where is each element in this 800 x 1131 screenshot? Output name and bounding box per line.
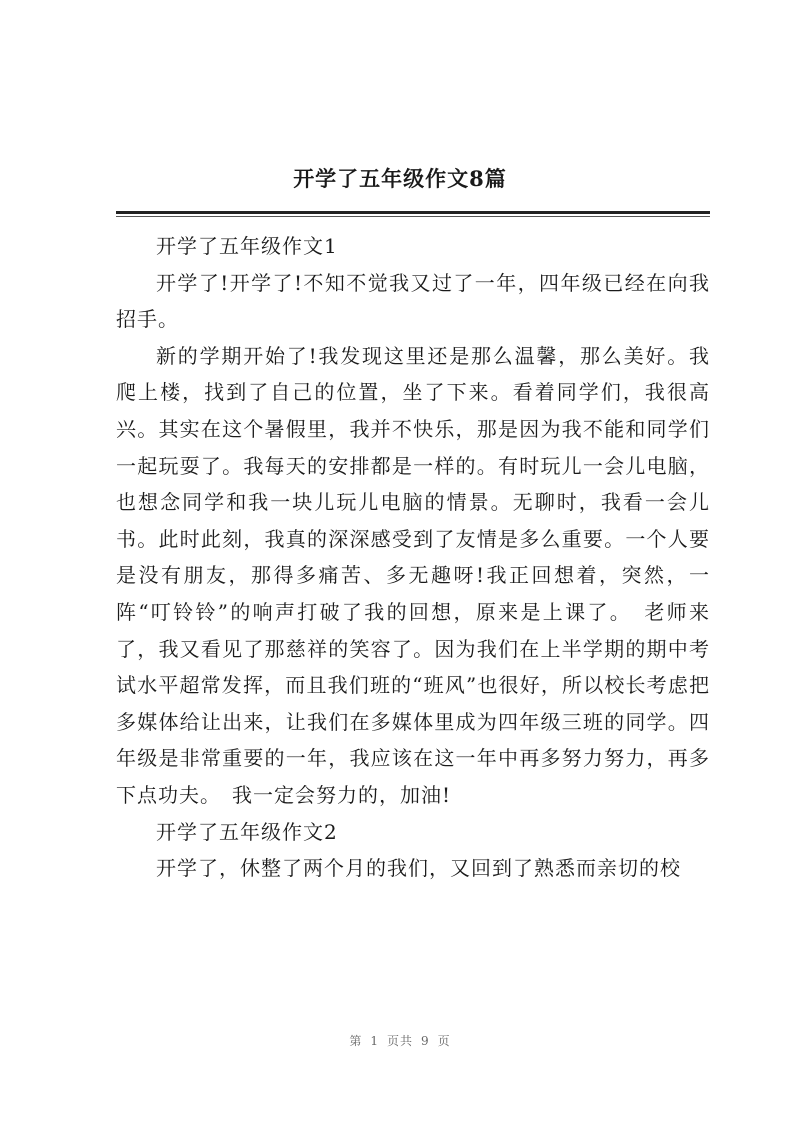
paragraph: 开学了，休整了两个月的我们，又回到了熟悉而亲切的校	[156, 856, 681, 881]
page-title: 开学了五年级作文8篇	[293, 166, 507, 191]
total-pages-number: 9	[421, 1034, 430, 1048]
section-heading-1: 开学了五年级作文1	[156, 234, 338, 258]
title-divider	[116, 211, 710, 214]
document-body	[116, 228, 710, 887]
paragraph: 开学了!开学了!不知不觉我又过了一年，四年级已经在向我招手。	[116, 270, 710, 332]
footer-label-prefix: 第	[349, 1034, 363, 1048]
title-divider-thin	[116, 216, 710, 217]
footer-label-suffix: 页	[437, 1034, 451, 1048]
section-heading-2: 开学了五年级作文2	[156, 819, 338, 844]
page-footer	[0, 1032, 800, 1049]
current-page-number: 1	[370, 1034, 379, 1048]
footer-label-middle: 页共	[386, 1034, 413, 1048]
paragraph: 新的学期开始了!我发现这里还是那么温馨，那么美好。我爬上楼，找到了自己的位置，坐了下来。看着同学们，我很高兴。其实在这个暑假里，我并不快乐，那是因为我不能和同学们一起玩耍了。我每天的安排都是一样的。有时玩儿一会儿电脑，也想念同学和我一块儿玩儿电脑的情景。无聊时，我看一会儿书。此时此刻，我真的深深感受到了友情是多么重要。一个人要是没有朋友，那得多痛苦、多无趣呀!我正回想着，突然，一阵“叮铃铃”的响声打破了我的回想，原来是上课了。 老师来了，我又看见了那慈祥的笑容了。因为我们在上半学期的期中考试水平超常发挥，而且我们班的“班风”也很好，所以校长考虑把多媒体给让出来，让我们在多媒体里成为四年级三班的同学。四年级是非常重要的一年，我应该在这一年中再多努力努力，再多下点功夫。 我一定会努力的，加油!	[116, 343, 710, 807]
